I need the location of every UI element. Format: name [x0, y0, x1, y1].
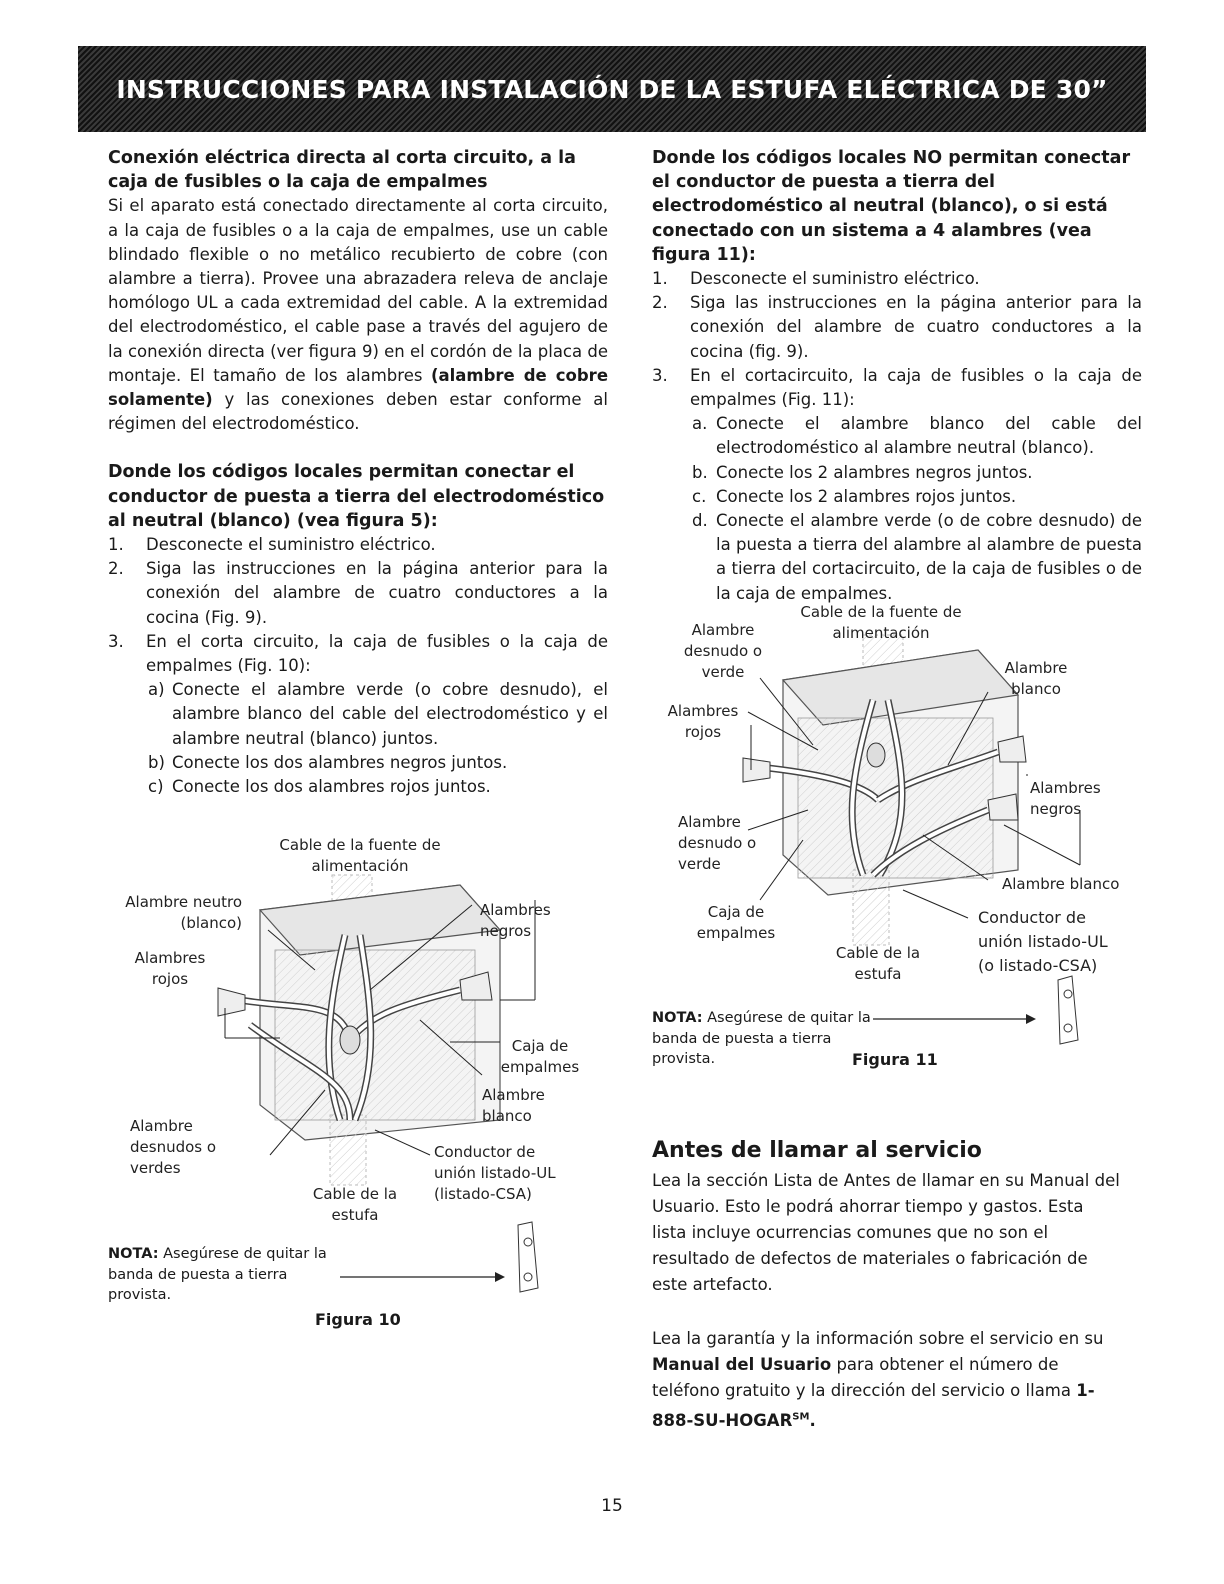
steps-list	[652, 267, 1142, 412]
substeps-list	[108, 678, 608, 799]
list-item: 3. En el corta circuito, la caja de fusibles o la caja de empalmes (Fig. 10):	[108, 631, 608, 676]
label-junction-box: Caja de empalmes	[500, 1037, 580, 1076]
list-item: b. Conecte los 2 alambres negros juntos.	[692, 462, 1033, 482]
figure-11	[648, 600, 1148, 1080]
label-black-wires: Alambres negros	[1030, 779, 1101, 818]
section-heading-direct-connection: Conexión eléctrica directa al corta circuito, a la caja de fusibles o la caja de empalmes	[108, 148, 576, 193]
list-item: c. Conecte los 2 alambres rojos juntos.	[692, 486, 1017, 506]
label-bare-wires: Alambre desnudos o verdes	[130, 1117, 217, 1177]
label-supply-cable: Cable de la fuente de alimentación	[279, 836, 441, 875]
service-paragraph-1: Lea la sección Lista de Antes de llamar en su Manual del Usuario. Esto le podrá ahorrar tiempo y gastos. Esta lista incluye ocurrencias comunes que no son el resultado de defectos de materiales o fabricación de este artefacto.	[652, 1171, 1120, 1294]
left-column	[108, 146, 608, 799]
label-red-wires: Alambres rojos	[134, 949, 206, 988]
figure-caption: Figura 10	[315, 1310, 401, 1329]
page-header-banner	[78, 46, 1146, 132]
list-item: a) Conecte el alambre verde (o cobre desnudo), el alambre blanco del cable del electrodoméstico y el alambre neutral (blanco) juntos.	[148, 680, 608, 748]
list-item: 2. Siga las instrucciones en la página anterior para la conexión del alambre de cuatro conductores a la cocina (Fig. 9).	[108, 559, 608, 627]
label-range-cable: Cable de la estufa	[835, 944, 921, 983]
steps-list	[108, 533, 608, 678]
label-junction-box: Caja de empalmes	[696, 903, 776, 942]
substeps-list	[652, 412, 1142, 606]
page-number: 15	[601, 1496, 623, 1516]
label-bonding-conductor: Conductor de unión listado-UL (listado-CSA)	[434, 1143, 556, 1203]
label-bare-wire-top: Alambre desnudo o verde	[683, 621, 763, 681]
figure-10	[100, 830, 600, 1340]
list-item: 3. En el cortacircuito, la caja de fusibles o la caja de empalmes (Fig. 11):	[652, 365, 1142, 410]
section-heading-neutral-allowed: Donde los códigos locales permitan conectar el conductor de puesta a tierra del electrodoméstico al neutral (blanco) (vea figura 5):	[108, 462, 605, 531]
list-item: d. Conecte el alambre verde (o de cobre desnudo) de la puesta a tierra del alambre al alambre de puesta a tierra del cortacircuito, de la caja de fusibles o de la caja de empalmes.	[692, 511, 1142, 603]
note: NOTA: Asegúrese de quitar la banda de puesta a tierra provista.	[652, 1010, 871, 1067]
label-white-wire-top: Alambre blanco	[1004, 659, 1068, 698]
list-item: c) Conecte los dos alambres rojos juntos.	[148, 777, 491, 797]
label-white-wire: Alambre blanco	[482, 1086, 545, 1125]
direct-connection-paragraph: Si el aparato está conectado directamente al corta circuito, a la caja de fusibles o a la caja de empalmes, use un cable blindado flexible o no metálico recubierto de cobre (con alambre a tierra). Provee una abrazadera releva de anclaje homólogo UL a cada extremidad del cable. A la extremidad del electrodoméstico, el cable pase a través del agujero de la conexión directa (ver figura 9) en el cordón de la placa de montaje. El tamaño de los alambres (alambre de cobre solamente) y las conexiones deben estar conforme al régimen del electrodoméstico.	[108, 196, 609, 434]
right-column	[652, 146, 1142, 606]
section-heading-service: Antes de llamar al servicio	[652, 1138, 982, 1163]
section-heading-four-wire: Donde los códigos locales NO permitan conectar el conductor de puesta a tierra del electrodoméstico al neutral (blanco), o si está conectado con un sistema a 4 alambres (vea figura 11):	[652, 148, 1131, 265]
phone-number: 1-888-SU-HOGAR℠.	[652, 1381, 1095, 1430]
figure-caption: Figura 11	[852, 1050, 938, 1069]
list-item: 1. Desconecte el suministro eléctrico.	[652, 269, 980, 289]
page-title: INSTRUCCIONES PARA INSTALACIÓN DE LA ESTUFA ELÉCTRICA DE 30”	[116, 74, 1108, 104]
list-item: 1. Desconecte el suministro eléctrico.	[108, 535, 436, 555]
label-red-wires: Alambres rojos	[667, 702, 739, 741]
label-bare-wire-bottom: Alambre desnudo o verde	[678, 813, 757, 873]
label-black-wires: Alambres negros	[480, 901, 551, 940]
label-supply-cable: Cable de la fuente de alimentación	[800, 603, 962, 642]
label-bonding-conductor: Conductor de unión listado-UL (o listado-CSA)	[978, 908, 1108, 975]
list-item: 2. Siga las instrucciones en la página anterior para la conexión del alambre de cuatro conductores a la cocina (fig. 9).	[652, 293, 1142, 361]
service-paragraph-2: Lea la garantía y la información sobre el servicio en su Manual del Usuario para obtener el número de teléfono gratuito y la dirección del servicio o llama 1-888-SU-HOGAR℠.	[652, 1329, 1104, 1430]
note: NOTA: Asegúrese de quitar la banda de puesta a tierra provista.	[108, 1246, 327, 1303]
label-range-cable: Cable de la estufa	[312, 1185, 398, 1224]
list-item: b) Conecte los dos alambres negros juntos.	[148, 752, 508, 772]
list-item: a. Conecte el alambre blanco del cable del electrodoméstico al alambre neutral (blanco).	[692, 414, 1142, 458]
label-neutral-wire: Alambre neutro (blanco)	[125, 893, 242, 932]
label-white-wire-bottom: Alambre blanco	[1002, 875, 1120, 893]
